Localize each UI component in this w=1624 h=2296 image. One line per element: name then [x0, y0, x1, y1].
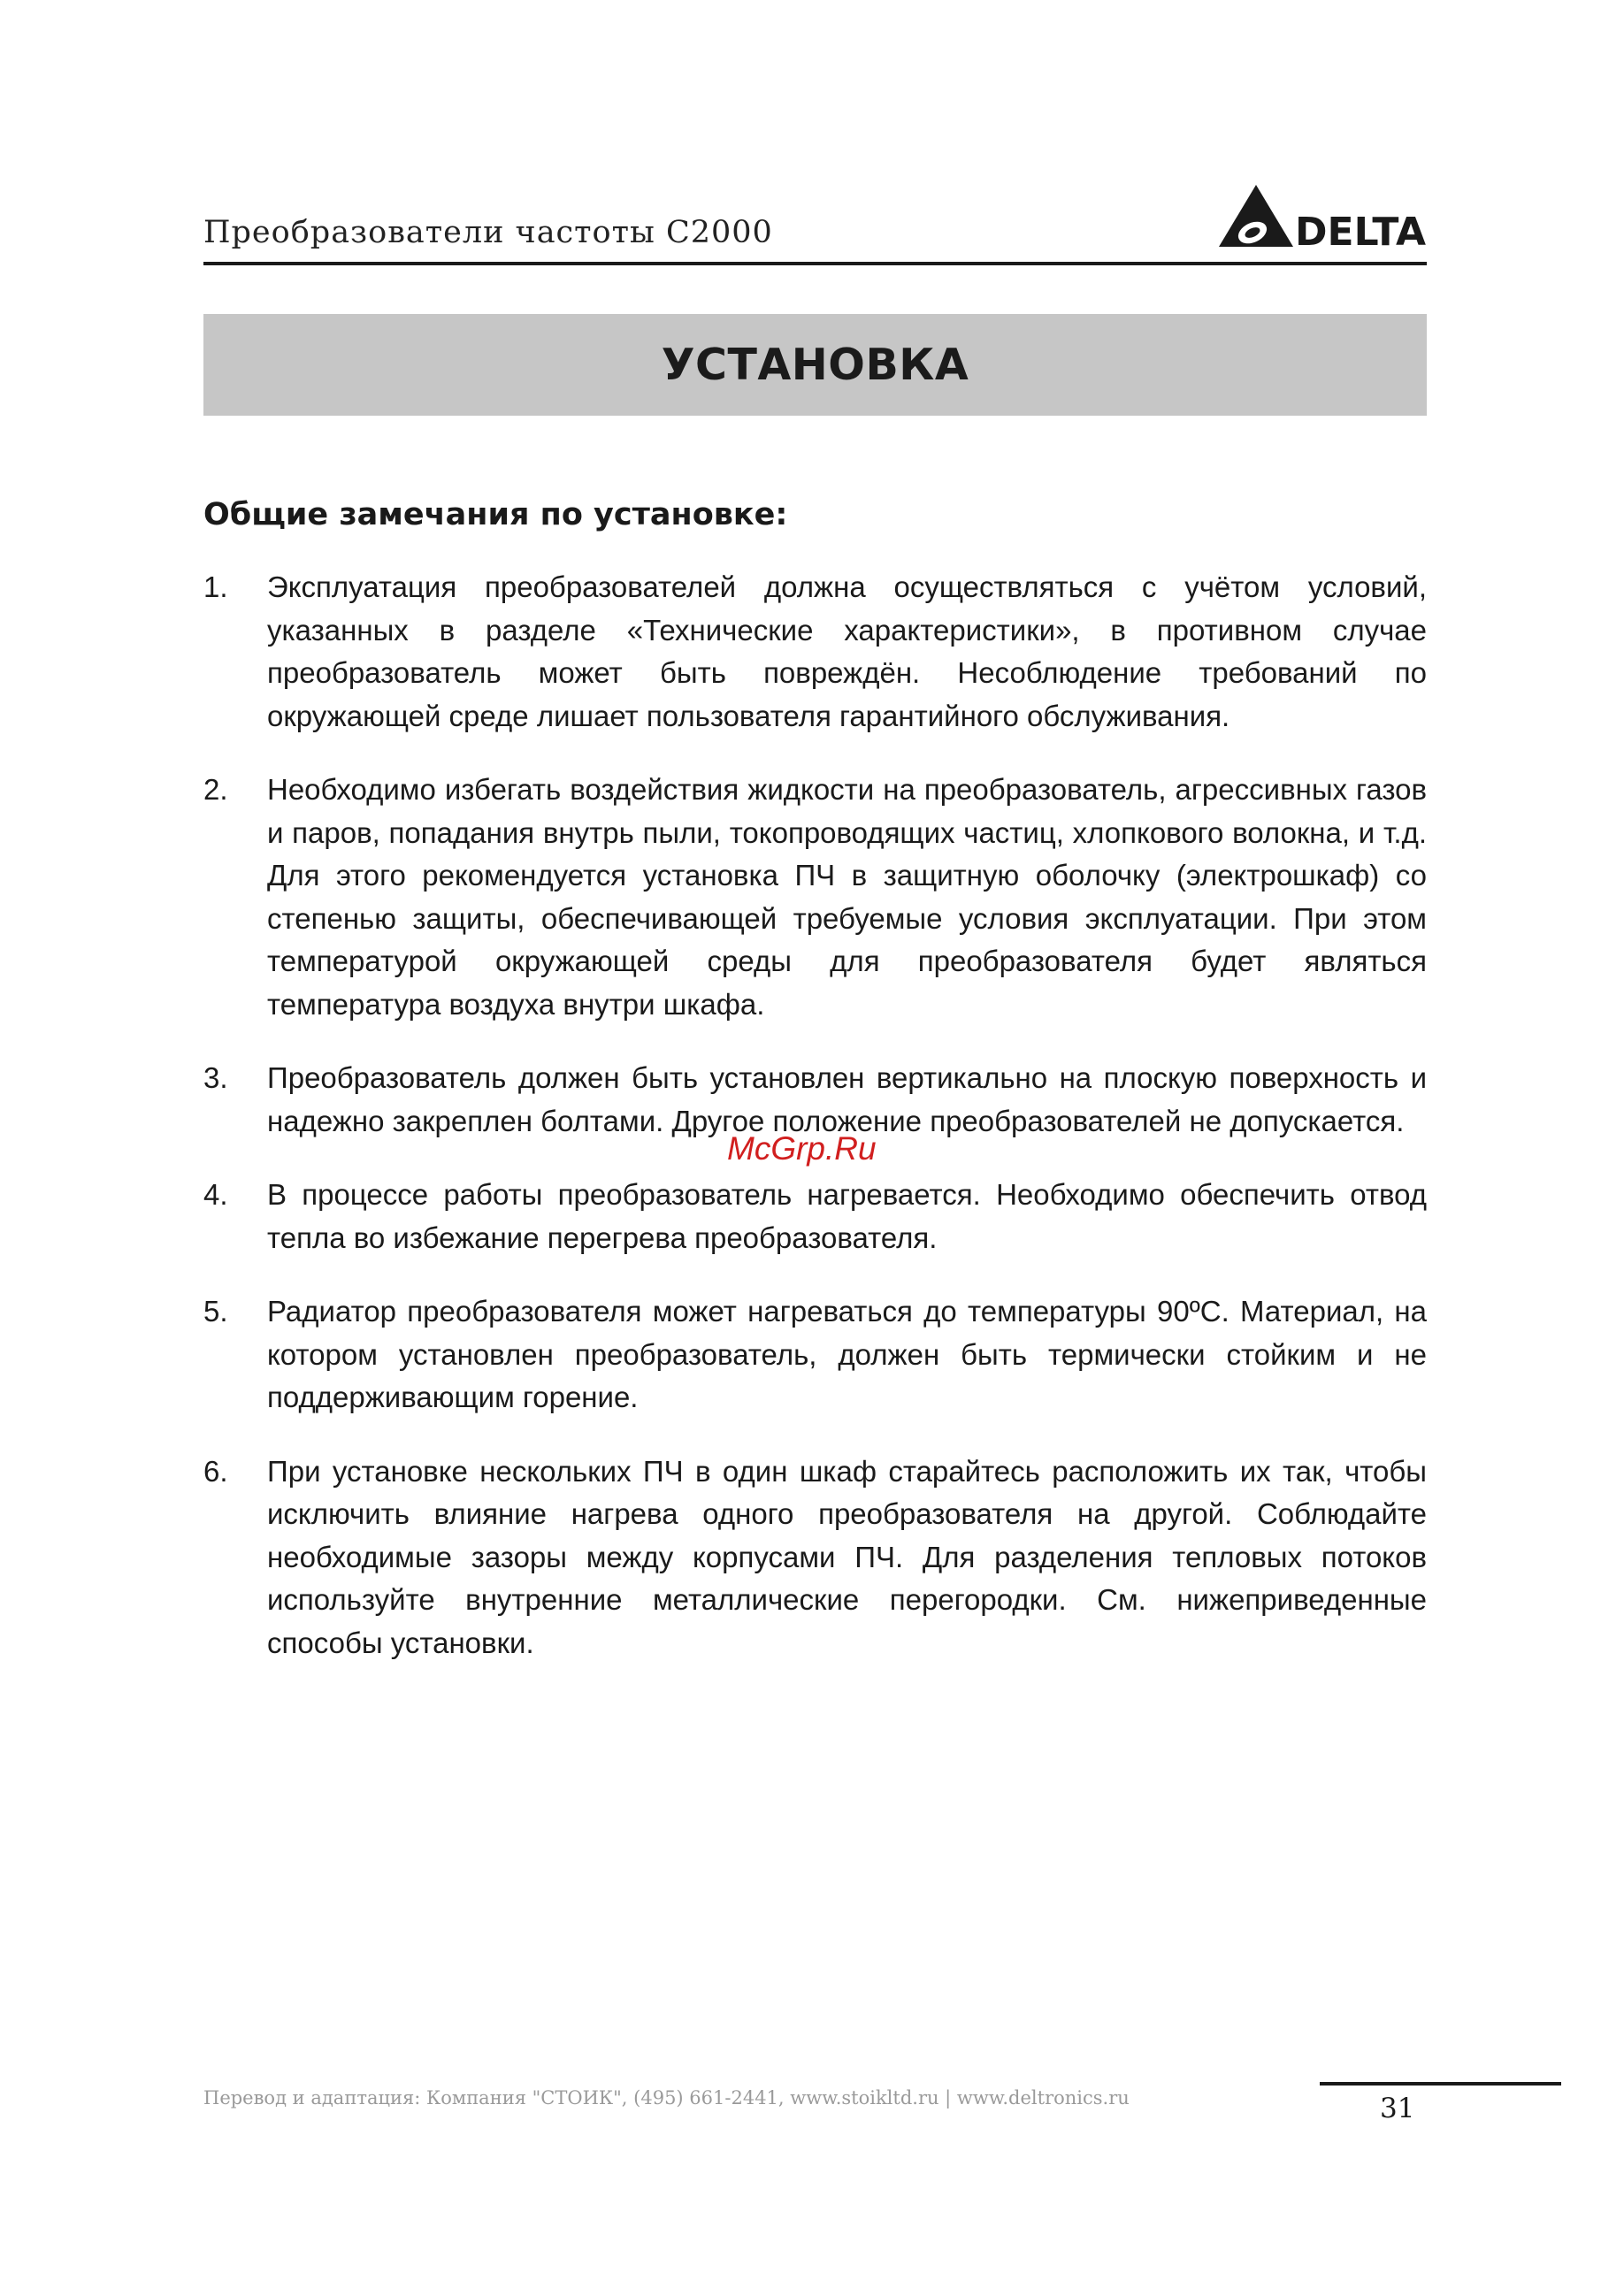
page-number: 31: [1380, 2093, 1415, 2124]
list-item-number: 6.: [203, 1454, 228, 1488]
list-item-number: 5.: [203, 1295, 228, 1328]
delta-logo: [1219, 181, 1427, 252]
list-item-text: Необходимо избегать воздействия жидкости на преобразователь, агрессивных газов и паров, попадания внутрь пыли, токопроводящих частиц, хлопкового волокна, и т.д. Для этого рекомендуется установка ПЧ в защитную оболочку (электрошкаф) со степенью защиты, обеспечивающей требуемые условия эксплуатации. При этом температурой окружающей среды для преобразователя будет являться температура воздуха внутри шкафа.: [267, 773, 1427, 1021]
list-item-number: 3.: [203, 1061, 228, 1094]
list-item: [203, 1174, 1427, 1259]
page-title-band: [203, 314, 1427, 416]
header-rule: [203, 262, 1427, 265]
list-item-text: Эксплуатация преобразователей должна осуществляться с учётом условий, указанных в разделе «Технические характеристики», в противном случае преобразователь может быть повреждён. Несоблюдение требований по окружающей среде лишает пользователя гарантийного обслуживания.: [267, 570, 1427, 732]
list-item-number: 2.: [203, 773, 228, 806]
list-item-number: 4.: [203, 1178, 228, 1211]
list-item-number: 1.: [203, 570, 228, 603]
section-heading: Общие замечания по установке:: [203, 497, 788, 532]
list-item: [203, 1290, 1427, 1420]
list-item: [203, 769, 1427, 1026]
document-header-title: Преобразователи частоты С2000: [203, 215, 773, 250]
list-item-text: Преобразователь должен быть установлен вертикально на плоскую поверхность и надежно закреплен болтами. Другое положение преобразователей не допускается.: [267, 1061, 1427, 1137]
list-item-text: Радиатор преобразователя может нагреваться до температуры 90ºС. Материал, на котором установлен преобразователь, должен быть термически стойким и не поддерживающим горение.: [267, 1295, 1427, 1413]
page-title: УСТАНОВКА: [661, 340, 969, 390]
list-item: [203, 1450, 1427, 1665]
footer-credits: Перевод и адаптация: Компания "СТОИК", (495) 661-2441, www.stoikltd.ru | www.deltronics.ru: [203, 2087, 1130, 2108]
logo-wordmark: DELTA: [1295, 210, 1426, 252]
footer-rule: [1320, 2082, 1561, 2086]
list-item: [203, 566, 1427, 738]
delta-triangle-icon: [1219, 185, 1293, 248]
watermark: McGrp.Ru: [727, 1130, 877, 1167]
list-item-text: В процессе работы преобразователь нагревается. Необходимо обеспечить отвод тепла во избежание перегрева преобразователя.: [267, 1178, 1427, 1254]
list-item-text: При установке нескольких ПЧ в один шкаф старайтесь расположить их так, чтобы исключить влияние нагрева одного преобразователя на другой. Соблюдайте необходимые зазоры между корпусами ПЧ. Для разделения тепловых потоков используйте внутренние металлические перегородки. См. нижеприведенные способы установки.: [267, 1454, 1427, 1659]
